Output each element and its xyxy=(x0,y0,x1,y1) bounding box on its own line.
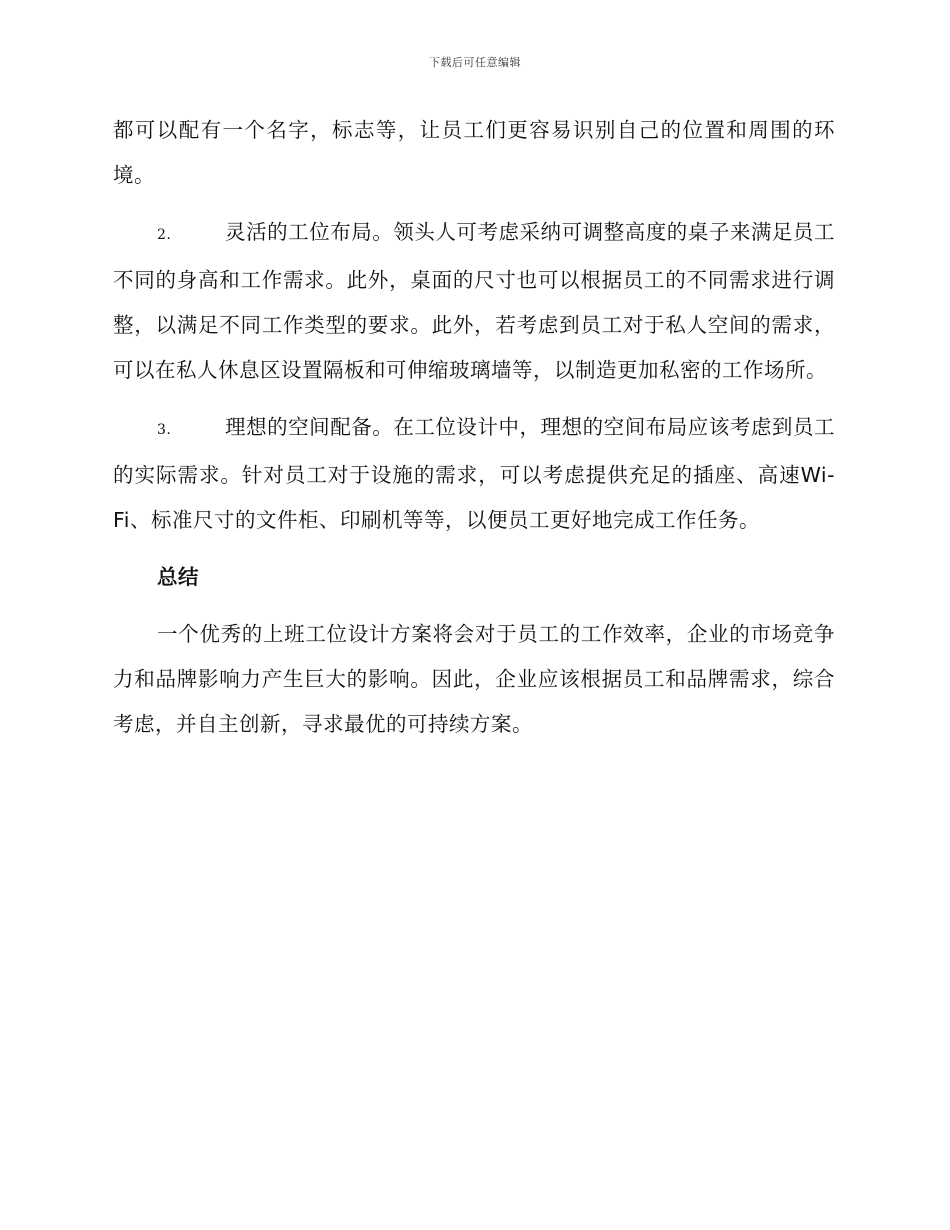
list-item-3 xyxy=(113,405,835,543)
list-item-2 xyxy=(113,210,835,393)
continuation-paragraph: 都可以配有一个名字，标志等，让员工们更容易识别自己的位置和周围的环境。 xyxy=(113,118,835,187)
list-item-text: 灵活的工位布局。领头人可考虑采纳可调整高度的桌子来满足员工不同的身高和工作需求。此外，桌面的尺寸也可以根据员工的不同需求进行调整，以满足不同工作类型的要求。此外，若考虑到员工对于私人空间的需求，可以在私人休息区设置隔板和可伸缩玻璃墙等，以制造更加私密的工作场所。 xyxy=(113,220,835,382)
page-header: 下载后可任意编辑 xyxy=(429,56,521,69)
list-item-number: 2. xyxy=(157,227,172,243)
summary-paragraph: 一个优秀的上班工位设计方案将会对于员工的工作效率，企业的市场竞争力和品牌影响力产生巨大的影响。因此，企业应该根据员工和品牌需求，综合考虑，并自主创新，寻求最优的可持续方案。 xyxy=(113,622,835,736)
list-item-text: 理想的空间配备。在工位设计中，理想的空间布局应该考虑到员工的实际需求。针对员工对于设施的需求，可以考虑提供充足的插座、高速Wi-Fi、标准尺寸的文件柜、印刷机等等，以便员工更好地完成工作任务。 xyxy=(113,415,835,532)
document-body xyxy=(113,108,835,747)
summary-heading: 总结 xyxy=(157,565,199,589)
list-item-number: 3. xyxy=(157,422,172,438)
